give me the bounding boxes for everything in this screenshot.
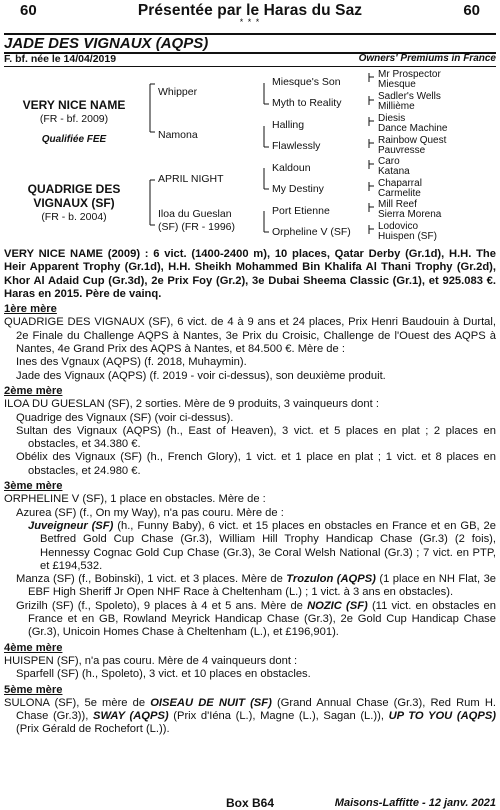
ggp-12: Carmelite: [378, 188, 421, 199]
gp-4: Flawlessly: [272, 140, 321, 152]
winner-name: SWAY (AQPS): [92, 710, 169, 723]
dam2-produce-3: Obélix des Vignaux (SF) (h., French Glory), 1 vict. et 1 place en plat ; 1 vict. et 8 places en obstacles, et 24.980 €.: [16, 451, 496, 477]
dam1-record: QUADRIGE DES VIGNAUX (SF), 6 vict. de 4 à 9 ans et 24 places, Prix Henri Baudouin à Durtal, 2e Finale du Challenge AQPS à Nantes, 3e Prix du Croisic, Challenge de l'Ouest des AQPS à Nantes, 4e Grand Prix des AQPS à Nantes, et 84.500 €. Mère de :: [4, 316, 496, 356]
winner-name: Juveigneur (SF): [28, 519, 114, 532]
sire-dam: Namona: [158, 129, 198, 141]
ggp-14: Sierra Morena: [378, 209, 442, 220]
sire-qualification: Qualifiée FEE: [41, 134, 107, 145]
sire-sire: Whipper: [158, 86, 198, 98]
dam-dam-line1: Iloa du Gueslan: [158, 208, 232, 220]
dam3-produce-1: Azurea (SF) (f., On my Way), n'a pas couru. Mère de :: [16, 506, 284, 519]
page-number-left: 60: [20, 2, 37, 19]
dam1-produce-2: Jade des Vignaux (AQPS) (f. 2019 - voir ci-dessus), son deuxième produit.: [16, 369, 386, 382]
dam-dam-line2: (SF) (FR - 1996): [158, 221, 236, 233]
page-title: Présentée par le Haras du Saz: [137, 2, 363, 19]
owners-premiums: Owners' Premiums in France: [358, 53, 496, 64]
dam-name-line1: QUADRIGE DES: [27, 182, 121, 196]
ggp-1: Mr Prospector: [378, 69, 441, 80]
ggp-4: Millième: [378, 101, 415, 112]
dam4-record: HUISPEN (SF), n'a pas couru. Mère de 4 vainqueurs dont :: [4, 654, 298, 667]
horse-name: JADE DES VIGNAUX (AQPS): [4, 35, 209, 52]
section-title-5: 5ème mère: [4, 683, 63, 696]
page-number-right: 60: [463, 2, 480, 19]
ggp-7: Rainbow Quest: [378, 135, 447, 146]
dam3-record: ORPHELINE V (SF), 1 place en obstacles. Mère de :: [4, 493, 266, 506]
winner-name: UP TO YOU (AQPS): [388, 710, 497, 723]
ggp-8: Pauvresse: [378, 145, 426, 156]
box-number: Box B64: [226, 796, 275, 810]
dam-origin: (FR - b. 2004): [41, 211, 107, 223]
dam3-grandproduce-1: Juveigneur (SF) (h., Funny Baby), 6 vict. et 15 places en obstacles en France et en GB, 2e Betfred Gold Cup Chase (Gr.3), William Hill Trophy Handicap Chase (Gr.3) (2 fois), Hennessy Cognac Gold Cup Chase (Gr.3), 3e Coral Welsh National (Gr.3) ; 7 vict. en PTP, et £194,532.: [28, 519, 497, 572]
sire-origin: (FR - bf. 2009): [39, 113, 109, 125]
ggp-3: Sadler's Wells: [378, 91, 441, 102]
dam5-record: SULONA (SF), 5e mère de OISEAU DE NUIT (SF) (Grand Annual Chase (Gr.3), Red Rum H. Chase (Gr.3)), SWAY (AQPS) (Prix d'Iéna (L.), Magne (L.), Sagan (L.)), UP TO YOU (AQPS) (Prix Gérald de Rochefort (L.)).: [4, 696, 497, 736]
dam3-produce-3: Grizilh (SF) (f., Spoleto), 9 places à 4 et 5 ans. Mère de NOZIC (SF) (11 vict. en obstacles en France et en GB, Rowland Meyrick Handicap Chase (Gr.3), 2e Gold Cup Handicap Chase (Gr.3), Unicoin Homes Chase à Cheltenham (L.), et £196,901).: [16, 599, 496, 639]
section-title-3: 3ème mère: [4, 480, 63, 493]
dam-name-line2: VIGNAUX (SF): [33, 196, 115, 210]
section-title-4: 4ème mère: [4, 641, 63, 654]
sire-name: VERY NICE NAME: [22, 98, 126, 112]
gp-1: Miesque's Son: [272, 76, 341, 88]
separator-stars: * * *: [239, 17, 261, 27]
ggp-5: Diesis: [378, 113, 406, 124]
dam-sire: APRIL NIGHT: [158, 173, 224, 185]
ggp-6: Dance Machine: [378, 123, 448, 134]
ggp-2: Miesque: [378, 79, 416, 90]
body-text: [4, 248, 496, 737]
dam4-produce-1: Sparfell (SF) (h., Spoleto), 3 vict. et 10 places en obstacles.: [16, 668, 311, 681]
winner-name: NOZIC (SF): [307, 599, 368, 612]
horse-birth: F. bf. née le 14/04/2019: [4, 53, 117, 65]
gp-3: Halling: [272, 119, 305, 131]
ggp-13: Mill Reef: [378, 199, 417, 210]
dam1-produce-1: Ines des Vgnaux (AQPS) (f. 2018, Muhaymin).: [16, 356, 247, 369]
sire-summary: VERY NICE NAME (2009) : 6 vict. (1400-2400 m), 10 places, Qatar Derby (Gr.1d), H.H. The Heir Apparent Trophy (Gr.1d), H.H. Sheikh Mohammed Bin Khalifa Al Thani Trophy (Gr.2d), Khor Al Adaid Cup (Gr.3d), 2e Prix Foy (Gr.2), 3e Dubai Sheema Classic (Gr.1), et 925.083 €. Haras en 2015. Père de vainq.: [4, 248, 496, 300]
gp-8: Orpheline V (SF): [272, 226, 351, 238]
winner-name: OISEAU DE NUIT (SF): [150, 696, 272, 709]
gp-5: Kaldoun: [272, 162, 311, 174]
section-title-1: 1ère mère: [4, 303, 57, 316]
section-title-2: 2ème mère: [4, 384, 63, 397]
ggp-9: Caro: [378, 156, 400, 167]
gp-6: My Destiny: [272, 183, 324, 195]
ggp-16: Huispen (SF): [378, 231, 437, 242]
ggp-10: Katana: [378, 166, 410, 177]
ggp-11: Chaparral: [378, 178, 422, 189]
ggp-15: Lodovico: [378, 221, 419, 232]
gp-2: Myth to Reality: [272, 97, 342, 109]
winner-name: Trozulon (AQPS): [286, 573, 376, 586]
dam2-produce-2: Sultan des Vignaux (AQPS) (h., East of Heaven), 3 vict. et 5 places en plat ; 2 places en obstacles, et 34.380 €.: [16, 424, 496, 451]
dam3-produce-2: Manza (SF) (f., Bobinski), 1 vict. et 3 places. Mère de Trozulon (AQPS) (1 place en NH Flat, 3e EBF High Sheriff Jr Open NHF Race à Cheltenham (L.) ; 1 vict. à 3 ans en obstacles).: [16, 573, 497, 599]
sale-date: Maisons-Laffitte - 12 janv. 2021: [334, 797, 496, 809]
dam2-record: ILOA DU GUESLAN (SF), 2 sorties. Mère de 9 produits, 3 vainqueurs dont :: [4, 398, 379, 411]
gp-7: Port Etienne: [272, 205, 330, 217]
dam2-produce-1: Quadrige des Vignaux (SF) (voir ci-dessus).: [16, 411, 234, 424]
